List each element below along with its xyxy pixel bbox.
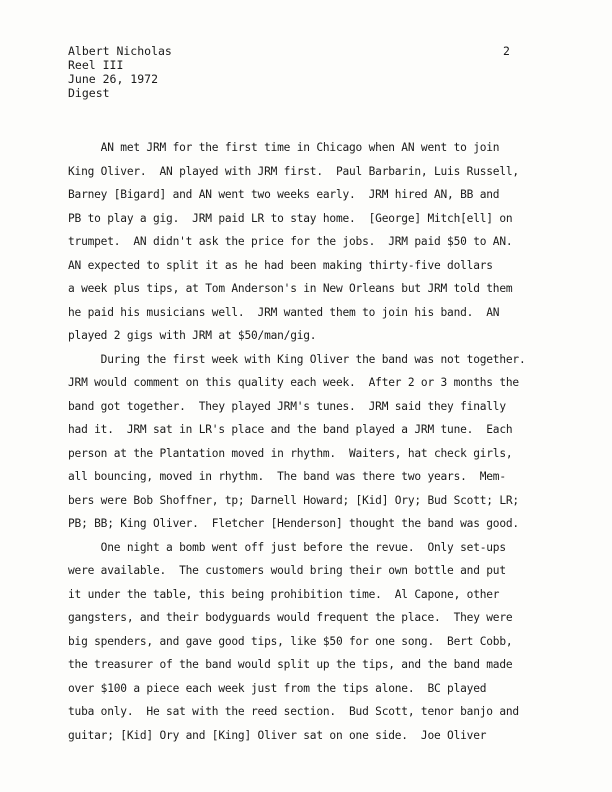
body-line: AN met JRM for the first time in Chicago when AN went to join — [68, 141, 500, 154]
body-line: One night a bomb went off just before the revue. Only set-ups — [68, 540, 506, 554]
body-line: played 2 gigs with JRM at $50/man/gig. — [68, 329, 317, 342]
digest-body — [68, 136, 578, 747]
body-line: it under the table, this being prohibition time. Al Capone, other — [68, 587, 500, 601]
digest-label: Digest — [68, 86, 110, 100]
interview-date: June 26, 1972 — [68, 72, 159, 86]
body-line: During the first week with King Oliver the band was not together. — [68, 352, 526, 366]
document-header — [68, 44, 172, 100]
body-line: band got together. They played JRM's tunes. JRM said they finally — [68, 399, 506, 413]
body-line: gangsters, and their bodyguards would frequent the place. They were — [68, 611, 513, 624]
body-line: he paid his musicians well. JRM wanted them to join his band. AN — [68, 305, 500, 319]
body-line: were available. The customers would bring their own bottle and put — [68, 564, 506, 577]
body-line: JRM would comment on this quality each week. After 2 or 3 months the — [68, 376, 519, 389]
body-line: PB to play a gig. JRM paid LR to stay home. [George] Mitch[ell] on — [68, 211, 513, 225]
interviewee-name: Albert Nicholas — [68, 44, 172, 58]
body-line: had it. JRM sat in LR's place and the band played a JRM tune. Each — [68, 423, 513, 436]
body-line: guitar; [Kid] Ory and [King] Oliver sat on one side. Joe Oliver — [68, 728, 487, 742]
body-line: over $100 a piece each week just from the tips alone. BC played — [68, 681, 487, 695]
body-line: trumpet. AN didn't ask the price for the jobs. JRM paid $50 to AN. — [68, 235, 513, 248]
body-line: the treasurer of the band would split up the tips, and the band made — [68, 658, 513, 671]
body-line: tuba only. He sat with the reed section. Bud Scott, tenor banjo and — [68, 705, 519, 718]
body-line: big spenders, and gave good tips, like $50 for one song. Bert Cobb, — [68, 634, 513, 648]
body-line: bers were Bob Shoffner, tp; Darnell Howard; [Kid] Ory; Bud Scott; LR; — [68, 493, 519, 507]
reel-label: Reel III — [68, 58, 124, 72]
body-line: King Oliver. AN played with JRM first. Paul Barbarin, Luis Russell, — [68, 164, 519, 178]
body-line: PB; BB; King Oliver. Fletcher [Henderson] thought the band was good. — [68, 517, 519, 530]
body-line: AN expected to split it as he had been making thirty-five dollars — [68, 258, 493, 272]
body-line: all bouncing, moved in rhythm. The band was there two years. Mem- — [68, 470, 506, 483]
page-number: 2 — [503, 44, 510, 58]
body-line: a week plus tips, at Tom Anderson's in New Orleans but JRM told them — [68, 282, 513, 295]
body-line: person at the Plantation moved in rhythm. Waiters, hat check girls, — [68, 446, 513, 460]
body-line: Barney [Bigard] and AN went two weeks early. JRM hired AN, BB and — [68, 188, 500, 201]
